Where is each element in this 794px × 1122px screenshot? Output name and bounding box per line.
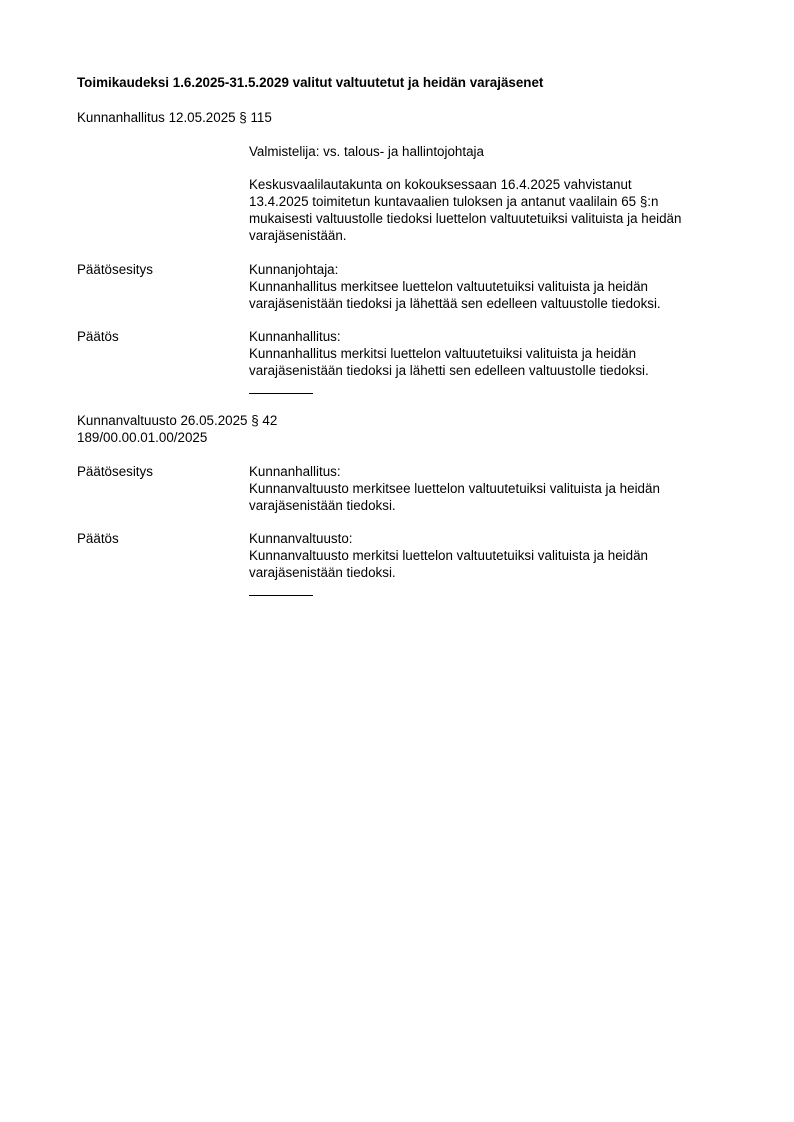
board-decision-text — [249, 328, 739, 379]
council-proposal-label: Päätösesitys — [77, 464, 153, 479]
body-line: Keskusvaalilautakunta on kokouksessaan 16.4.2025 vahvistanut — [249, 177, 632, 192]
board-proposal-label: Päätösesitys — [77, 262, 153, 277]
board-proposal-text — [249, 261, 739, 312]
proposal-presenter: Kunnanjohtaja: — [249, 262, 339, 277]
proposal-line: Kunnanvaltuusto merkitsee luettelon valtuutetuiksi valituista ja heidän — [249, 481, 660, 496]
council-meeting-heading: Kunnanvaltuusto 26.05.2025 § 42 — [77, 413, 278, 428]
decision-line: Kunnanvaltuusto merkitsi luettelon valtuutetuiksi valituista ja heidän — [249, 548, 648, 563]
council-reference: 189/00.00.01.00/2025 — [77, 430, 208, 445]
proposal-line: varajäsenistään tiedoksi. — [249, 498, 396, 513]
council-proposal-text — [249, 463, 739, 514]
decision-line: varajäsenistään tiedoksi ja lähetti sen edelleen valtuustolle tiedoksi. — [249, 363, 649, 378]
board-meeting-heading: Kunnanhallitus 12.05.2025 § 115 — [77, 110, 272, 125]
body-line: varajäsenistään. — [249, 228, 347, 243]
body-line: mukaisesti valtuustolle tiedoksi luettelon valtuutetuiksi valituista ja heidän — [249, 211, 682, 226]
decision-body: Kunnanvaltuusto: — [249, 531, 353, 546]
board-body-text — [249, 176, 739, 244]
section-divider — [249, 595, 313, 596]
proposal-line: Kunnanhallitus merkitsee luettelon valtuutetuiksi valituista ja heidän — [249, 279, 648, 294]
body-line: 13.4.2025 toimitetun kuntavaalien tuloksen ja antanut vaalilain 65 §:n — [249, 194, 659, 209]
council-decision-text — [249, 530, 739, 581]
document-title: Toimikaudeksi 1.6.2025-31.5.2029 valitut valtuutetut ja heidän varajäsenet — [77, 75, 544, 90]
preparer-line: Valmistelija: vs. talous- ja hallintojohtaja — [249, 144, 484, 159]
decision-body: Kunnanhallitus: — [249, 329, 341, 344]
decision-line: Kunnanhallitus merkitsi luettelon valtuutetuiksi valituista ja heidän — [249, 346, 637, 361]
board-decision-label: Päätös — [77, 329, 119, 344]
council-decision-label: Päätös — [77, 531, 119, 546]
section-divider — [249, 393, 313, 394]
decision-line: varajäsenistään tiedoksi. — [249, 565, 396, 580]
proposal-presenter: Kunnanhallitus: — [249, 464, 341, 479]
proposal-line: varajäsenistään tiedoksi ja lähettää sen edelleen valtuustolle tiedoksi. — [249, 296, 661, 311]
